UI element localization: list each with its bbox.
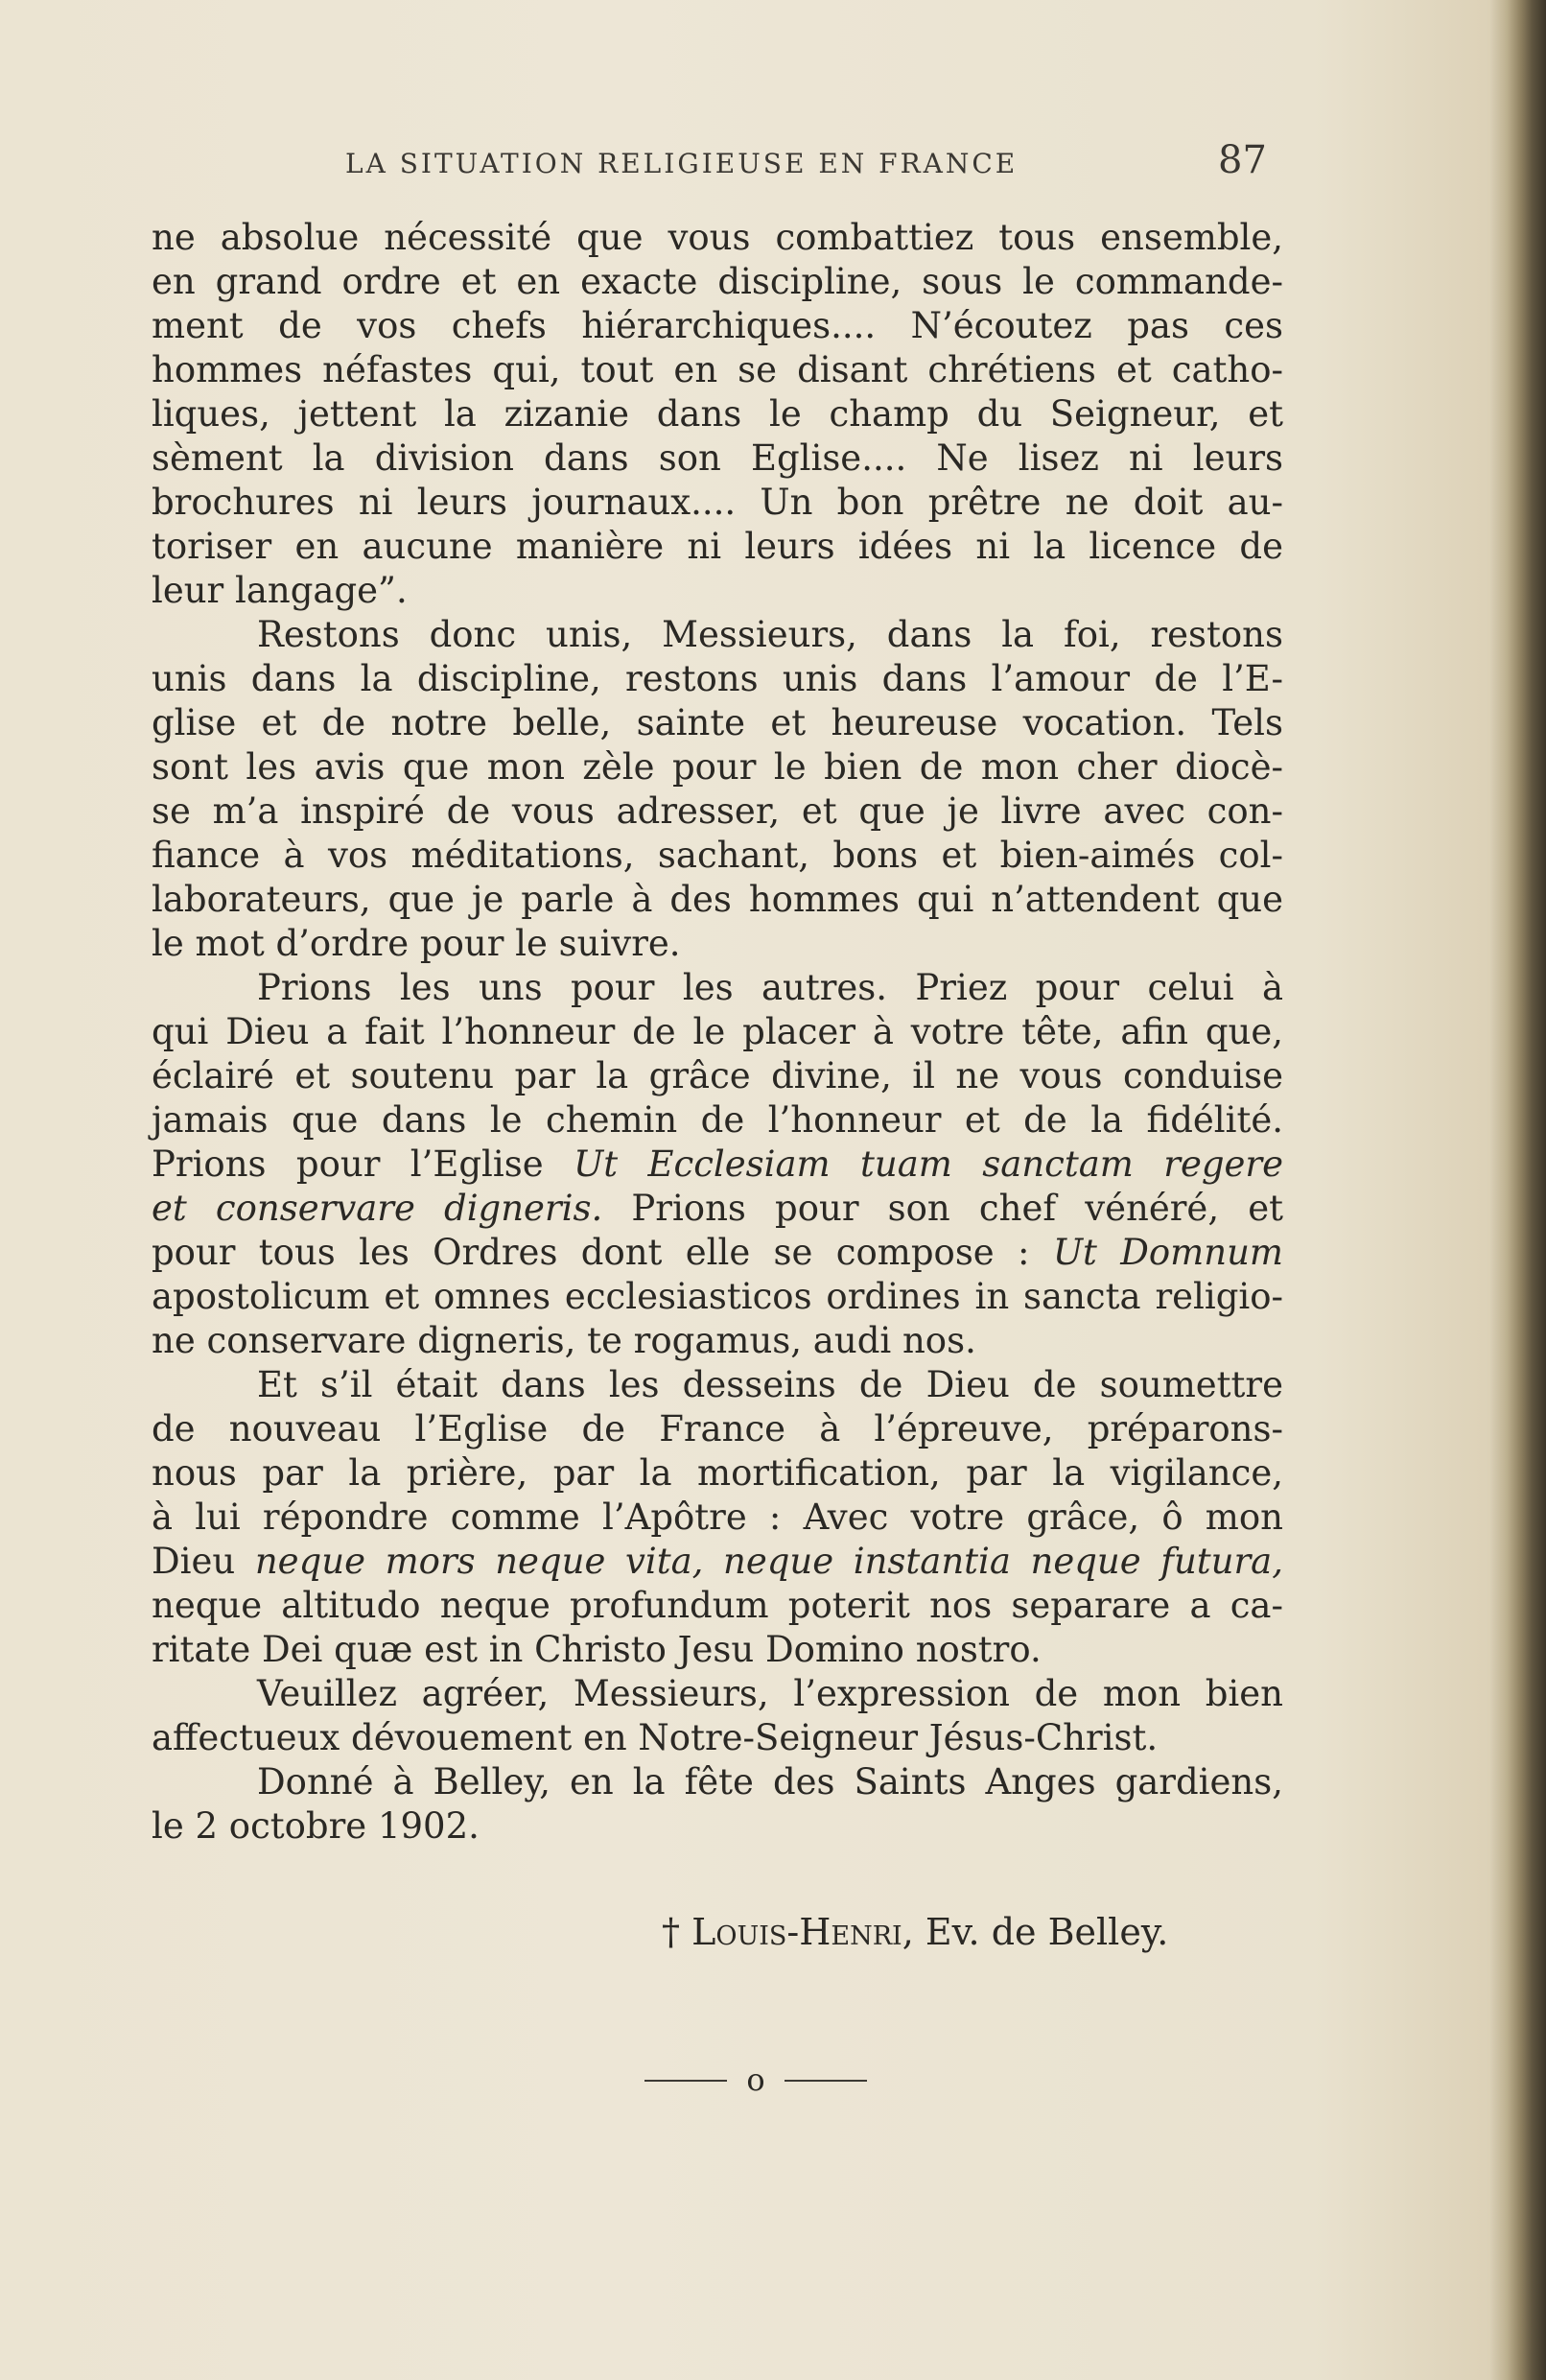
text-line: hommes néfastes qui, tout en se disant chrétiens et catho- bbox=[152, 349, 1283, 390]
text-line: leur langage”. bbox=[152, 570, 408, 611]
ornament-rule-right bbox=[785, 2080, 867, 2082]
text-line bbox=[152, 1187, 1283, 1231]
text-line: toriser en aucune manière ni leurs idées ni la licence de bbox=[152, 526, 1283, 567]
latin-quote: neque mors neque vita, neque instantia neque futura, bbox=[254, 1541, 1283, 1582]
text-line: fiance à vos méditations, sachant, bons et bien-aimés col- bbox=[152, 835, 1283, 876]
text-run: Prions pour son chef vénéré, et bbox=[631, 1188, 1283, 1229]
text-line: éclairé et soutenu par la grâce divine, il ne vous conduise bbox=[152, 1055, 1283, 1096]
cross-symbol: † bbox=[662, 1911, 680, 1953]
page-edge bbox=[1490, 0, 1546, 2380]
text-line: glise et de notre belle, sainte et heureuse vocation. Tels bbox=[152, 702, 1283, 743]
signature-name: Louis-Henri bbox=[691, 1911, 902, 1953]
page-header bbox=[345, 138, 1267, 192]
text-line bbox=[152, 1143, 1283, 1187]
text-line: ne conservare digneris, te rogamus, audi nos. bbox=[152, 1320, 976, 1361]
text-line bbox=[152, 1540, 1283, 1584]
text-line: Et s’il était dans les desseins de Dieu de soumettre bbox=[257, 1364, 1283, 1405]
text-line: apostolicum et omnes ecclesiasticos ordines in sancta religio- bbox=[152, 1276, 1283, 1317]
text-line: affectueux dévouement en Notre-Seigneur Jésus-Christ. bbox=[152, 1717, 1159, 1758]
ornament-rule-left bbox=[644, 2080, 727, 2082]
text-line: en grand ordre et en exacte discipline, sous le commande- bbox=[152, 261, 1283, 302]
running-head: LA SITUATION RELIGIEUSE EN FRANCE bbox=[345, 148, 1019, 179]
end-ornament bbox=[644, 2061, 867, 2099]
page-number: 87 bbox=[1218, 138, 1267, 182]
text-line: à lui répondre comme l’Apôtre : Avec votre grâce, ô mon bbox=[152, 1496, 1283, 1538]
text-line: sèment la division dans son Eglise.... Ne lisez ni leurs bbox=[152, 437, 1283, 479]
text-line: jamais que dans le chemin de l’honneur et de la fidélité. bbox=[152, 1099, 1283, 1141]
text-line: Restons donc unis, Messieurs, dans la foi, restons bbox=[257, 614, 1283, 655]
text-line: sont les avis que mon zèle pour le bien de mon cher diocè- bbox=[152, 746, 1283, 788]
text-line: brochures ni leurs journaux.... Un bon prêtre ne doit au- bbox=[152, 482, 1283, 523]
text-line: Donné à Belley, en la fête des Saints Anges gardiens, bbox=[257, 1761, 1283, 1803]
text-line: se m’a inspiré de vous adresser, et que je livre avec con- bbox=[152, 790, 1283, 832]
text-line bbox=[152, 1231, 1283, 1275]
latin-quote: Ut Domnum bbox=[1052, 1232, 1283, 1273]
text-line: unis dans la discipline, restons unis dans l’amour de l’E- bbox=[152, 658, 1283, 699]
text-line: ne absolue nécessité que vous combattiez tous ensemble, bbox=[152, 217, 1283, 258]
text-line: nous par la prière, par la mortification, par la vigilance, bbox=[152, 1452, 1283, 1494]
text-line: Veuillez agréer, Messieurs, l’expression de mon bien bbox=[257, 1673, 1283, 1714]
latin-quote: Ut Ecclesiam tuam sanctam regere bbox=[574, 1143, 1284, 1185]
text-run: Prions pour l’Eglise bbox=[152, 1143, 544, 1185]
signature-title: , Ev. de Belley. bbox=[902, 1911, 1169, 1953]
text-line: de nouveau l’Eglise de France à l’épreuve, préparons- bbox=[152, 1408, 1283, 1449]
text-line: laborateurs, que je parle à des hommes qui n’attendent que bbox=[152, 879, 1283, 920]
latin-quote: et conservare digneris. bbox=[152, 1188, 603, 1229]
text-run: Dieu bbox=[152, 1541, 236, 1582]
text-run: pour tous les Ordres dont elle se compose : bbox=[152, 1232, 1030, 1273]
text-line: ritate Dei quæ est in Christo Jesu Domino nostro. bbox=[152, 1629, 1042, 1670]
text-line: Prions les uns pour les autres. Priez pour celui à bbox=[257, 967, 1283, 1008]
text-line: qui Dieu a fait l’honneur de le placer à votre tête, afin que, bbox=[152, 1011, 1283, 1052]
text-line: ment de vos chefs hiérarchiques.... N’écoutez pas ces bbox=[152, 305, 1283, 346]
text-line: neque altitudo neque profundum poterit nos separare a ca- bbox=[152, 1585, 1283, 1626]
text-line: liques, jettent la zizanie dans le champ du Seigneur, et bbox=[152, 393, 1283, 435]
ornament-mark: o bbox=[746, 2062, 765, 2098]
signature bbox=[662, 1911, 1168, 1953]
text-line: le mot d’ordre pour le suivre. bbox=[152, 923, 681, 964]
text-line: le 2 octobre 1902. bbox=[152, 1805, 480, 1847]
